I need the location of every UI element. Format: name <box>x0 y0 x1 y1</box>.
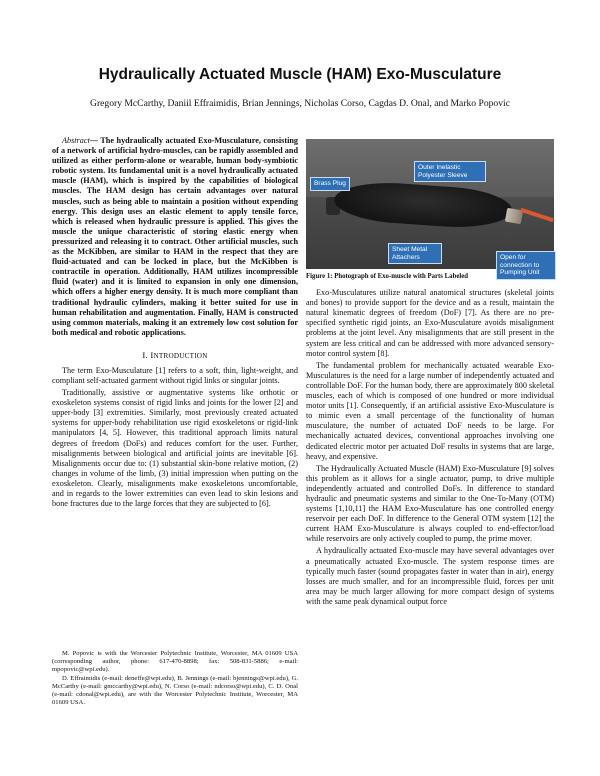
body-paragraph: The fundamental problem for mechanically actuated wearable Exo-Musculatures is the need for a large number of independently actuated and controllable DoF. For the human body, there are approximately 800 skeletal muscles, each of which is composed of one hundred or more individual motor units [1]. Consequently, if an artificial assistive Exo-Musculature is to mimic even a small percentage of the functionality of human musculature, the number of actuated DoF needs to be large. For mechanically actuated devices, conventional approaches involving one dedicated electric motor per actuated DoF results in systems that are large, heavy, and expensive. <box>306 360 555 461</box>
abstract <box>52 136 298 338</box>
body-paragraph: The Hydraulically Actuated Muscle (HAM) Exo-Musculature [9] solves this problem as it allows for a single actuator, pump, to drive multiple independently actuated and controlled DoFs. In difference to standard hydraulic and pneumatic systems and similar to the One-To-Many (OTM) systems [1,10,11] the HAM Exo-Musculature has one controlled energy reservoir per each DoF. In difference to the General OTM system [12] the current HAM Exo-Musculature is always coupled to end-effector/load while reservoirs are only actively coupled to pump, the prime mover. <box>306 463 554 544</box>
body-paragraph: Traditionally, assistive or augmentative systems like orthotic or exoskeleton systems consist of rigid links and joints for the lower [2] and upper-body [3] extremities. Similarly, most previously created actuated systems for upper-body rehabilitation use rigid exoskeletons or rigid-link manipulators [4, 5]. However, this traditional approach limits natural degrees of freedom (DoFs) and reduces comfort for the user. Further, misalignments between biological and artificial joints are inevitable [6]. Misalignments occur due to: (1) substantial skin-bone relative motion, (2) changes in volume of the limb, (3) initial impression when putting on the exoskeleton. Clearly, misalignments make exoskeletons uncomfortable, and in regards to the lower extremities can even lead to skin lesions and bone fractures due to the large forces that they are subjected to [6]. <box>52 388 298 509</box>
right-column <box>306 139 554 607</box>
section-title-cap: I <box>150 349 154 360</box>
left-column <box>52 136 298 509</box>
figure-label-sleeve: Outer Inelastic Polyester Sleeve <box>414 161 486 182</box>
figure-label-plug: Brass Plug <box>310 177 350 191</box>
paper-title: Hydraulically Actuated Muscle (HAM) Exo-Musculature <box>98 66 502 83</box>
footnote: M. Popovic is with the Worcester Polytechnic Institute, Worcester, MA 01609 USA (corresponding author, phone: 617-470-8898; fax: 508-831-5886; e-mail: mpopovic@wpi.edu). <box>52 650 298 674</box>
body-paragraph: Exo-Musculatures utilize natural anatomical structures (skeletal joints and bones) to provide support for the device and as a result, maintain the natural kinematic degrees of freedom (DoF) [7]. As there are no pre-specified synthetic rigid joints, an Exo-Musculature avoids misalignment problems at the joint level. Any misalignments that are still present in the system are less critical and can be addressed with more advanced sensory-motor control system [8]. <box>306 288 554 358</box>
abstract-lead: Abstract <box>62 136 90 145</box>
author-list: Gregory McCarthy, Daniil Effraimidis, Brian Jennings, Nicholas Corso, Cagdas D. Onal, and Marko Popovic <box>90 98 510 109</box>
figure-caption: Figure 1: Photograph of Exo-muscle with Parts Labeled <box>306 273 469 280</box>
section-title-rest: NTRODUCTION <box>153 351 208 360</box>
section-heading-introduction <box>52 350 298 360</box>
abstract-text: — The hydraulically actuated Exo-Musculature, consisting of a network of artificial hydro-muscles, can be rapidly assembled and utilized as either perform-alone or wearable, human body-symbiotic robotic system. Its fundamental unit is a novel hydraulically actuated muscle (HAM), which is inspired by the capabilities of biological muscles. The HAM design has certain advantages over natural muscles, such as being able to maintain a position without expending energy. This design uses an elastic element to apply tensile force, which is released when hydraulic pressure is applied. This gives the muscle the unique characteristic of storing elastic energy when pressurized and releasing it to contract. Other artificial muscles, such as the McKibben, are similar to HAM in the respect that they are fluid-actuated and can be locked in place, but the McKibben is contractile in operation. Additionally, HAM utilizes incompressible fluid (water) and it is limited to expansion in only one dimension, which offers a higher energy density. It is much more compliant than traditional hydraulic cylinders, making it better suited for use in human rehabilitation and augmentation. Finally, HAM is constructed using common materials, making it an extremely low cost solution for both medical and robotic applications. <box>52 136 298 337</box>
footnotes <box>52 650 298 707</box>
figure-label-open: Open for connection to Pumping Unit <box>496 251 556 280</box>
section-numeral: I. <box>142 349 148 360</box>
body-paragraph: A hydraulically actuated Exo-muscle may have several advantages over a pneumatically actuated Exo-muscle. The system response times are typically much faster (sound propagates faster in water than in air), energy losses are much smaller, and for an incompressible fluid, forces per unit area may be much larger allowing for more compact design of systems with the same peak dynamical output force <box>306 546 554 606</box>
body-paragraph: The term Exo-Musculature [1] refers to a soft, thin, light-weight, and compliant self-actuated garment without rigid links or singular joints. <box>52 365 298 385</box>
figure-label-sheet: Sheet Metal Attachers <box>388 243 442 264</box>
footnote: D. Effraimidis (e-mail: deneffe@wpi.edu), B. Jennings (e-mail: bjennings@wpi.edu), G. McCarthy (e-mail: gmccarthy@wpi.edu), N. Corso (e-mail: ndcorso@wpi.edu), C. D. Onal (e-mail: cdonal@wpi.edu), are with the Worcester Polytechnic Institute, Worcester, MA 01609 USA. <box>52 674 298 707</box>
